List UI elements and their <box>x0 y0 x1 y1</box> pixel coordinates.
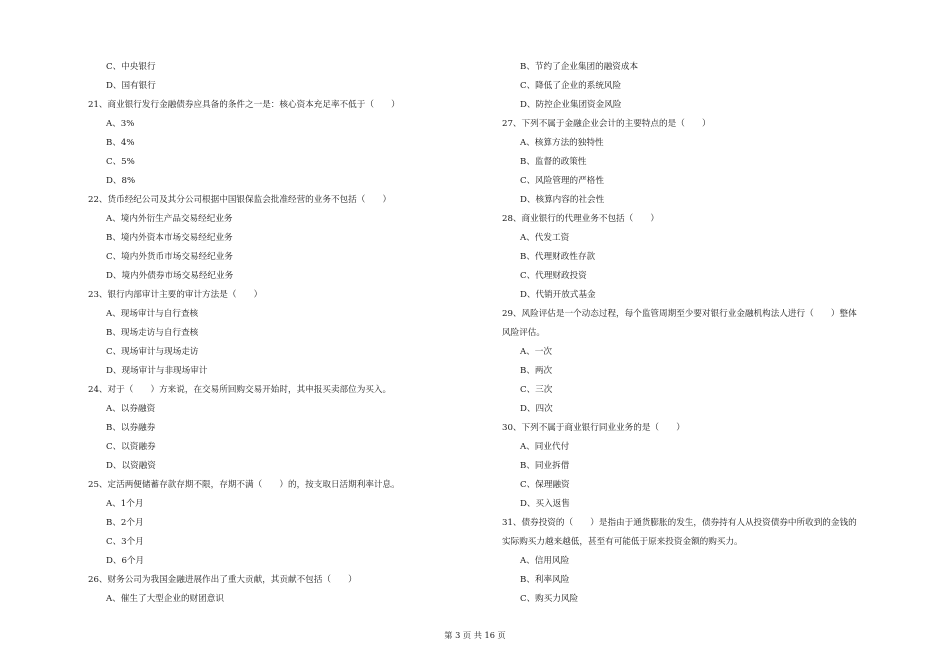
answer-option: A、核算方法的独特性 <box>520 138 604 148</box>
left-column <box>88 58 468 609</box>
answer-option: D、核算内容的社会性 <box>520 195 605 205</box>
answer-option: D、四次 <box>520 404 553 414</box>
answer-option: A、代发工资 <box>520 233 570 243</box>
answer-option: C、保理融资 <box>520 480 570 490</box>
answer-option: C、代理财政投资 <box>520 271 587 281</box>
answer-option: B、利率风险 <box>520 575 570 585</box>
answer-option: B、2个月 <box>106 518 144 528</box>
answer-option: B、4% <box>106 138 135 148</box>
answer-option: D、国有银行 <box>106 81 156 91</box>
answer-option: D、境内外债券市场交易经纪业务 <box>106 271 234 281</box>
answer-option: A、1个月 <box>106 499 144 509</box>
answer-option: A、以券融资 <box>106 404 156 414</box>
answer-option: C、中央银行 <box>106 62 156 72</box>
answer-option: B、两次 <box>520 366 553 376</box>
question-text: 25、定活两便储蓄存款存期不限，存期不满（ ）的，按支取日活期利率计息。 <box>88 480 400 490</box>
answer-option: D、代销开放式基金 <box>520 290 596 300</box>
question-text: 风险评估。 <box>502 328 545 338</box>
question-text: 24、对于（ ）方来说，在交易所回购交易开始时，其申报买卖部位为买入。 <box>88 385 392 395</box>
question-text: 23、银行内部审计主要的审计方法是（ ） <box>88 290 263 300</box>
answer-option: C、风险管理的严格性 <box>520 176 604 186</box>
answer-option: C、3个月 <box>106 537 144 547</box>
answer-option: B、同业拆借 <box>520 461 570 471</box>
answer-option: C、境内外货币市场交易经纪业务 <box>106 252 233 262</box>
answer-option: C、以资融券 <box>106 442 156 452</box>
answer-option: C、三次 <box>520 385 553 395</box>
answer-option: A、境内外衍生产品交易经纪业务 <box>106 214 233 224</box>
answer-option: B、代理财政性存款 <box>520 252 596 262</box>
answer-option: B、现场走访与自行查核 <box>106 328 199 338</box>
question-text: 21、商业银行发行金融债券应具备的条件之一是：核心资本充足率不低于（ ） <box>88 100 400 110</box>
answer-option: B、监督的政策性 <box>520 157 587 167</box>
answer-option: A、同业代付 <box>520 442 570 452</box>
question-text: 22、货币经纪公司及其分公司根据中国银保监会批准经营的业务不包括（ ） <box>88 195 392 205</box>
answer-option: D、防控企业集团资金风险 <box>520 100 622 110</box>
answer-option: A、一次 <box>520 347 552 357</box>
answer-option: D、以资融资 <box>106 461 156 471</box>
question-text: 29、风险评估是一个动态过程，每个监管周期至少要对银行业金融机构法人进行（ ）整体 <box>502 309 857 319</box>
answer-option: A、3% <box>106 119 135 129</box>
question-text: 30、下列不属于商业银行同业业务的是（ ） <box>502 423 685 433</box>
answer-option: D、8% <box>106 176 136 186</box>
answer-option: A、信用风险 <box>520 556 570 566</box>
question-text: 31、债券投资的（ ）是指由于通货膨胀的发生，债券持有人从投资债券中所收到的金钱的 <box>502 518 857 528</box>
answer-option: C、降低了企业的系统风险 <box>520 81 622 91</box>
right-column <box>502 58 912 609</box>
question-text: 26、财务公司为我国金融进展作出了重大贡献，其贡献不包括（ ） <box>88 575 357 585</box>
question-text: 28、商业银行的代理业务不包括（ ） <box>502 214 660 224</box>
answer-option: C、5% <box>106 157 135 167</box>
answer-option: C、购买力风险 <box>520 594 579 604</box>
answer-option: A、现场审计与自行查核 <box>106 309 199 319</box>
answer-option: B、境内外资本市场交易经纪业务 <box>106 233 233 243</box>
answer-option: D、买入返售 <box>520 499 570 509</box>
answer-option: D、6个月 <box>106 556 145 566</box>
answer-option: A、催生了大型企业的财团意识 <box>106 594 224 604</box>
answer-option: D、现场审计与非现场审计 <box>106 366 208 376</box>
answer-option: B、以券融券 <box>106 423 156 433</box>
answer-option: C、现场审计与现场走访 <box>106 347 199 357</box>
page-footer: 第 3 页 共 16 页 <box>444 630 506 640</box>
question-text: 27、下列不属于金融企业会计的主要特点的是（ ） <box>502 119 711 129</box>
answer-option: B、节约了企业集团的融资成本 <box>520 62 639 72</box>
question-text: 实际购买力越来越低，甚至有可能低于原来投资金额的购买力。 <box>502 537 743 547</box>
